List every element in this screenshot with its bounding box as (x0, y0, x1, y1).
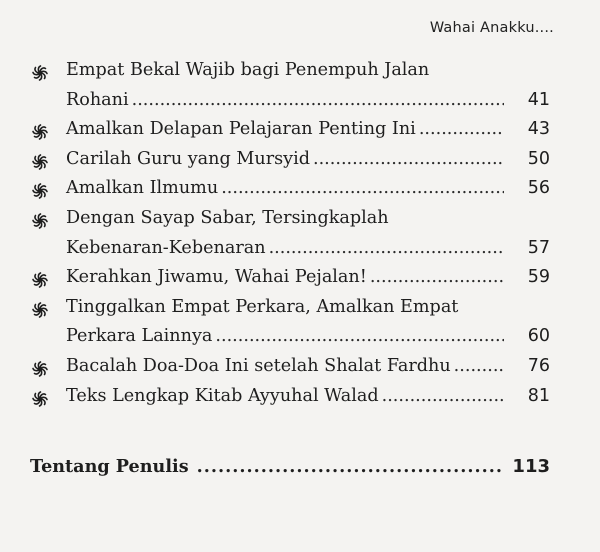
toc-entry-last-line (66, 322, 504, 352)
toc-entry[interactable] (30, 174, 550, 204)
toc-page-number: 50 (527, 148, 550, 169)
toc-entry-title-line: Amalkan Delapan Pelajaran Penting Ini (66, 119, 416, 140)
swirl-ornament-icon (30, 63, 50, 83)
table-of-contents (30, 56, 550, 411)
toc-entry-title-line: Kerahkan Jiwamu, Wahai Pejalan! (66, 267, 367, 288)
toc-entry-title-line: Tinggalkan Empat Perkara, Amalkan Empat (66, 296, 459, 317)
swirl-ornament-icon (30, 270, 50, 290)
toc-page-number: 113 (512, 456, 550, 477)
toc-entry-last-line (66, 263, 504, 293)
toc-entry[interactable] (30, 56, 550, 115)
dot-leader (132, 86, 504, 116)
swirl-ornament-icon (30, 389, 50, 409)
swirl-ornament-icon (30, 152, 50, 172)
dot-leader (221, 174, 504, 204)
toc-entry-title-line: Kebenaran-Kebenaran (66, 237, 266, 258)
toc-page-number: 43 (527, 119, 550, 140)
dot-leader (419, 115, 504, 145)
toc-entry-title-line: Teks Lengkap Kitab Ayyuhal Walad (66, 385, 379, 406)
toc-entry-title-line: Rohani (66, 89, 129, 110)
toc-entry-title-line: Empat Bekal Wajib bagi Penempuh Jalan (66, 60, 430, 80)
toc-page-number: 60 (527, 326, 550, 347)
dot-leader (370, 263, 504, 293)
dot-leader (382, 382, 504, 412)
dot-leader (197, 452, 505, 482)
swirl-ornament-icon (30, 211, 50, 231)
running-header: Wahai Anakku.... (429, 20, 554, 36)
toc-page-number: 56 (527, 178, 550, 199)
swirl-ornament-icon (30, 122, 50, 142)
toc-entry-last-line (66, 115, 504, 145)
toc-entry[interactable] (30, 352, 550, 382)
toc-page-number: 76 (527, 355, 550, 376)
toc-entry-last-line (66, 174, 504, 204)
toc-entry-title-line: Bacalah Doa-Doa Ini setelah Shalat Fardhu (66, 355, 451, 376)
toc-entry-last-line (66, 382, 504, 412)
toc-entry-last-line (66, 234, 504, 264)
swirl-ornament-icon (30, 359, 50, 379)
toc-entry[interactable] (30, 145, 550, 175)
dot-leader (313, 145, 504, 175)
dot-leader (269, 234, 504, 264)
toc-page-number: 41 (527, 89, 550, 110)
toc-entry-title-line: Dengan Sayap Sabar, Tersingkaplah (66, 207, 389, 228)
toc-page-number: 57 (527, 237, 550, 258)
toc-entry[interactable] (30, 115, 550, 145)
dot-leader (454, 352, 504, 382)
toc-page-number: 81 (527, 385, 550, 406)
toc-entry-last-line (66, 352, 504, 382)
dot-leader (215, 322, 504, 352)
toc-entry-author[interactable] (30, 452, 550, 482)
swirl-ornament-icon (30, 300, 50, 320)
toc-entry[interactable] (30, 204, 550, 263)
toc-entry-title-line: Amalkan Ilmumu (66, 178, 219, 199)
toc-page-number: 59 (527, 267, 550, 288)
toc-entry[interactable] (30, 293, 550, 352)
toc-entry-title: Tentang Penulis (30, 456, 189, 477)
toc-entry-title-line: Carilah Guru yang Mursyid (66, 148, 310, 169)
swirl-ornament-icon (30, 181, 50, 201)
toc-entry[interactable] (30, 382, 550, 412)
toc-entry-title-line: Perkara Lainnya (66, 326, 213, 347)
toc-entry-last-line (66, 86, 504, 116)
toc-entry-last-line (66, 145, 504, 175)
toc-entry[interactable] (30, 263, 550, 293)
